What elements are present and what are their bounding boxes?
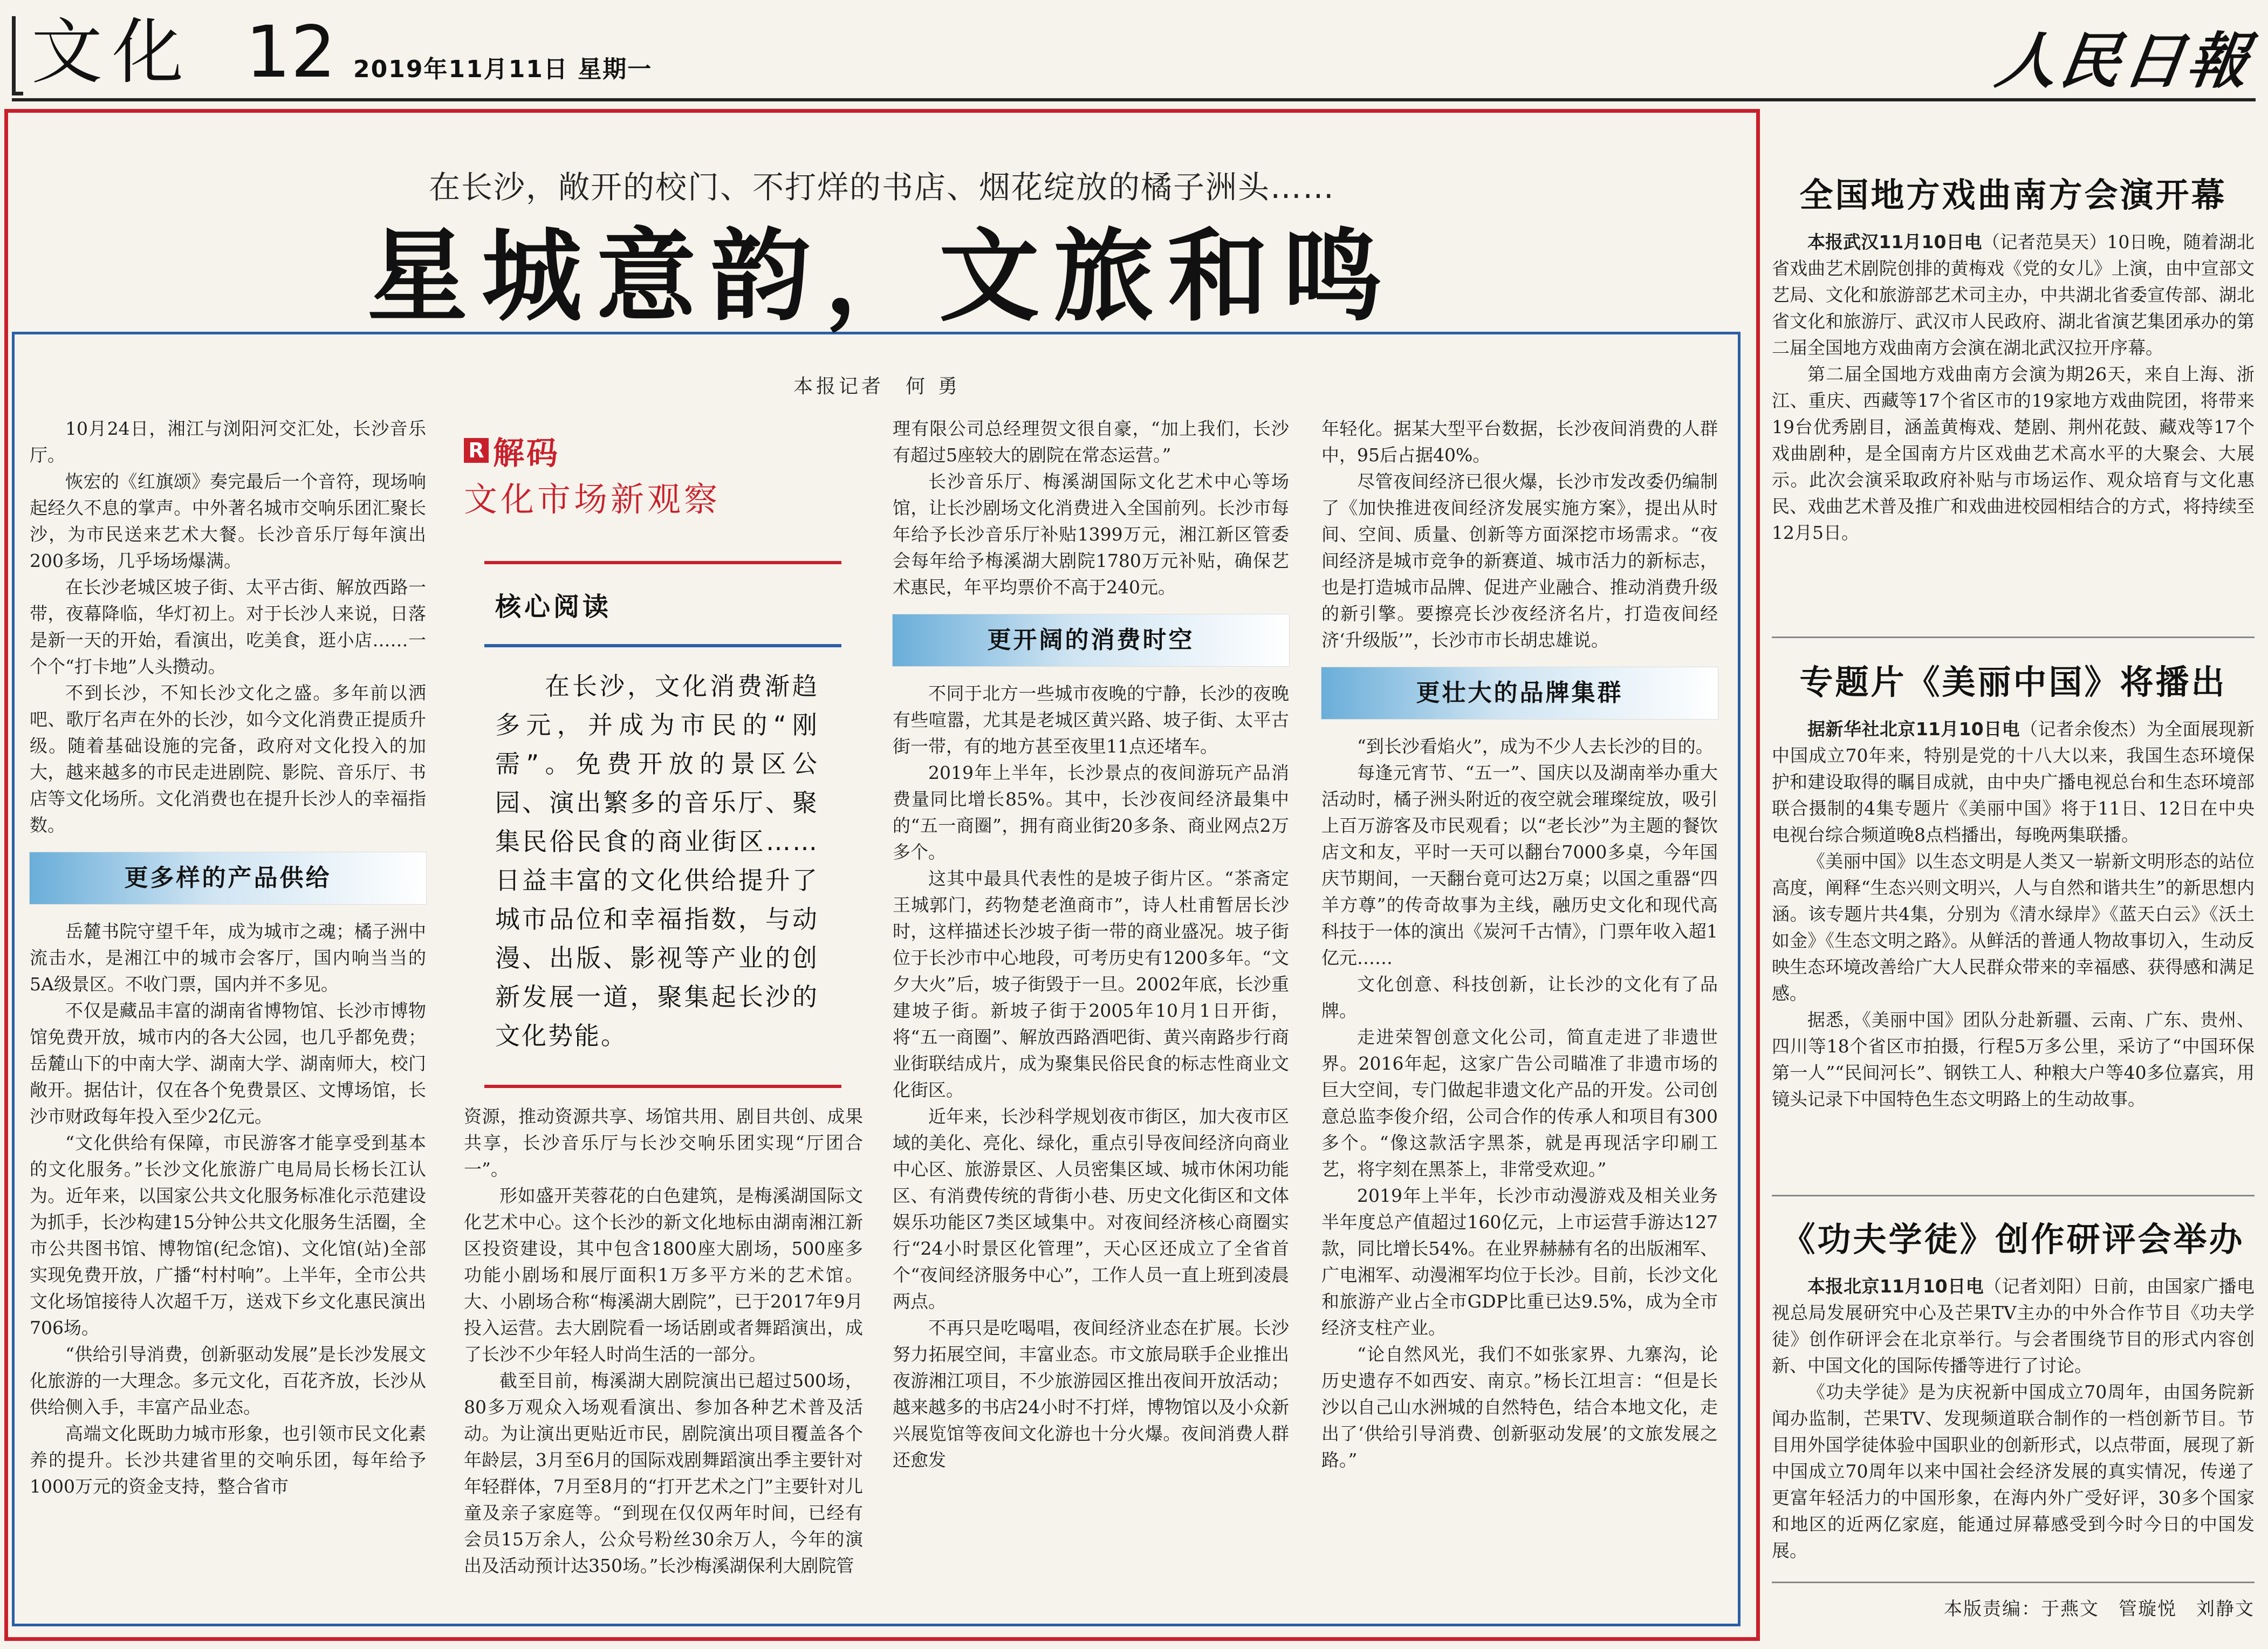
paragraph: 文化创意、科技创新，让长沙的文化有了品牌。: [1321, 974, 1718, 1021]
article-byline: [0, 371, 1764, 399]
series-tag: [464, 432, 863, 521]
paragraph: 每逢元宵节、“五一”、国庆以及湖南举办重大活动时，橘子洲头附近的夜空就会璀璨绽放，吸引上百万游客及市民观看；以“老长沙”为主题的餐饮店文和友，平时一天可以翻台7000多桌，今年国庆节期间，一天翻台竟可达2万桌；以国之重器“四羊方尊”的传奇故事为主线，融历史文化和现代高科技于一体的演出《炭河千古情》，门票年收入超1亿元……: [1321, 762, 1718, 968]
subheading-brand-cluster: 更壮大的品牌集群: [1321, 667, 1718, 719]
sidebar-story-documentary: [1772, 661, 2255, 1112]
section-bracket-ornament: [12, 16, 23, 95]
paragraph: 10月24日，湘江与浏阳河交汇处，长沙音乐厅。: [30, 418, 426, 466]
masthead-rule: [12, 98, 2256, 101]
subheading-product-supply: 更多样的产品供给: [30, 852, 426, 904]
sidebar-story-title: 专题片《美丽中国》将播出: [1799, 662, 2227, 702]
page-editors: 本版责编：于燕文 管璇悦 刘静文: [1944, 1598, 2255, 1620]
sidebar-story-kungfu: [1772, 1218, 2255, 1564]
core-reading-box: [484, 561, 841, 1098]
masthead: [0, 0, 2268, 102]
paragraph: “论自然风光，我们不如张家界、九寨沟，论历史遗存不如西安、南京。”杨长江坦言：“但是长沙以自己山水洲城的自然特色，结合本地文化，走出了‘供给引导消费、创新驱动发展’的文旅发展之路。”: [1321, 1344, 1718, 1470]
paragraph: 不仅是藏品丰富的湖南省博物馆、长沙市博物馆免费开放，城市内的各大公园，也几乎都免费；岳麓山下的中南大学、湖南大学、湖南师大，校门敞开。据估计，仅在各个免费景区、文博场馆，长沙市财政每年投入至少2亿元。: [30, 1000, 426, 1127]
paragraph: 近年来，长沙科学规划夜市街区，加大夜市区域的美化、亮化、绿化，重点引导夜间经济向商业中心区、旅游景区、人员密集区域、城市休闲功能区、有消费传统的背街小巷、历史文化街区和文体娱乐功能区7类区域集中。对夜间经济核心商圈实行“24小时景区化管理”，天心区还成立了全省首个“夜间经济服务中心”，工作人员一直上班到凌晨两点。: [893, 1106, 1289, 1312]
paragraph: “文化供给有保障，市民游客才能享受到基本的文化服务。”长沙文化旅游广电局局长杨长江认为。近年来，以国家公共文化服务标准化示范建设为抓手，长沙构建15分钟公共文化服务生活圈，全市公共图书馆、博物馆(纪念馆)、文化馆(站)全部实现免费开放，广播“村村响”。上半年，全市公共文化场馆接待人次超千万，送戏下乡文化惠民演出706场。: [30, 1132, 426, 1338]
sidebar-divider: [1772, 1582, 2255, 1583]
paragraph: 长沙音乐厅、梅溪湖国际文化艺术中心等场馆，让长沙剧场文化消费进入全国前列。长沙市每年给予长沙音乐厅补贴1399万元，湘江新区管委会每年给予梅溪湖大剧院1780万元补贴，确保艺术惠民，年平均票价不高于240元。: [893, 471, 1289, 598]
paragraph: 2019年上半年，长沙市动漫游戏及相关业务半年度总产值超过160亿元，上市运营手游达127款，同比增长54%。在业界赫赫有名的出版湘军、广电湘军、动漫湘军均位于长沙。目前，长沙文化和旅游产业占全市GDP比重已达9.5%，成为全市经济支柱产业。: [1321, 1185, 1718, 1338]
byline-label: 本报记者: [793, 375, 884, 398]
reporter-credit: （记者范昊天）: [1982, 231, 2107, 252]
paragraph: 走进荣智创意文化公司，简直走进了非遗世界。2016年起，这家广告公司瞄准了非遗市场的巨大空间，专门做起非遗文化产品的开发。公司创意总监李俊介绍，公司合作的传承人和项目有300多个。“像这款活字黑茶，就是再现活字印刷工艺，将字刻在黑茶上，非常受欢迎。”: [1321, 1027, 1718, 1180]
paragraph: 这其中最具代表性的是坡子街片区。“茶斋定王城郭门，药物楚老渔商市”，诗人杜甫暂居长沙时，这样描述长沙坡子街一带的商业盛况。坡子街位于长沙市中心地段，可考历史有1200多年。“文夕大火”后，坡子街毁于一旦。2002年底，长沙重建坡子街。新坡子街于2005年10月1日开街，将“五一商圈”、解放西路酒吧街、黄兴南路步行商业街联结成片，成为聚集民俗民食的标志性商业文化街区。: [893, 868, 1289, 1100]
paragraph: 高端文化既助力城市形象，也引领市民文化素养的提升。长沙共建省里的交响乐团，每年给予1000万元的资金支持，整合省市: [30, 1423, 426, 1497]
paragraph: 《美丽中国》以生态文明是人类又一崭新文明形态的站位高度，阐释“生态兴则文明兴，人与自然和谐共生”的新思想内涵。该专题片共4集，分别为《清水绿岸》《蓝天白云》《沃土如金》《生态文明之路》。从鲜活的普通人物故事切入，生动反映生态环境改善给广大人民群众带来的幸福感、获得感和满足感。: [1772, 851, 2255, 1004]
sidebar-divider: [1772, 1195, 2255, 1196]
sidebar-divider: [1772, 637, 2255, 638]
sidebar-story-opera: [1772, 174, 2255, 546]
paragraph: 据悉，《美丽中国》团队分赴新疆、云南、广东、贵州、四川等18个省区市拍摄，行程5万多公里，采访了“中国环保第一人”“民间河长”、钢铁工人、种粮大户等40多位嘉宾，用镜头记录下中国特色生态文明路上的生动故事。: [1772, 1009, 2255, 1110]
page-number: 12: [245, 11, 336, 94]
dateline: 本报北京11月10日电: [1807, 1276, 1984, 1297]
paragraph: 尽管夜间经济已很火爆，长沙市发改委仍编制了《加快推进夜间经济发展实施方案》，提出从时间、空间、质量、创新等方面深挖市场需求。“夜间经济是城市竞争的新赛道、城市活力的新标志，也是打造城市品牌、促进产业融合、推动消费升级的新引擎。要擦亮长沙夜经济名片，打造夜间经济‘升级版’”，长沙市市长胡忠雄说。: [1321, 471, 1718, 651]
paragraph: 资源，推动资源共享、场馆共用、剧目共创、成果共享，长沙音乐厅与长沙交响乐团实现“厅团合一”。: [464, 1106, 863, 1180]
paragraph: 本报北京11月10日电（记者刘阳）日前，由国家广播电视总局发展研究中心及芒果TV主办的中外合作节目《功夫学徒》创作研评会在北京举行。与会者围绕节目的形式内容创新、中国文化的国际传播等进行了讨论。: [1772, 1276, 2255, 1376]
series-label: 解码: [493, 435, 560, 471]
paragraph: 恢宏的《红旗颂》奏完最后一个音符，现场响起经久不息的掌声。中外著名城市交响乐团汇聚长沙，为市民送来艺术大餐。长沙音乐厅每年演出200多场，几乎场场爆满。: [30, 471, 426, 571]
dateline: 据新华社北京11月10日电: [1807, 719, 2020, 740]
paragraph: 理有限公司总经理贺文很自豪，“加上我们，长沙有超过5座较大的剧院在常态运营。”: [893, 418, 1289, 466]
paragraph: “到长沙看焰火”，成为不少人去长沙的目的。: [1357, 736, 1714, 757]
paragraph: 不再只是吃喝唱，夜间经济业态在扩展。长沙努力拓展空间，丰富业态。市文旅局联手企业推出夜游湘江项目，不少旅游园区推出夜间开放活动；越来越多的书店24小时不打烊，博物馆以及小众新兴展览馆等夜间文化游也十分火爆。夜间消费人群还愈发: [893, 1317, 1289, 1470]
paragraph: 不同于北方一些城市夜晚的宁静，长沙的夜晚有些喧嚣，尤其是老城区黄兴路、坡子街、太平古街一带，有的地方甚至夜里11点还堵车。: [893, 683, 1289, 757]
core-reading-title: 核心阅读: [495, 592, 612, 622]
dateline: 本报武汉11月10日电: [1807, 231, 1982, 252]
core-reading-bottom-rule: [484, 1085, 841, 1088]
article-column-3: [893, 415, 1289, 1624]
paragraph: 岳麓书院守望千年，成为城市之魂；橘子洲中流击水，是湘江中的城市会客厅，国内响当当的5A级景区。不收门票，国内并不多见。: [30, 921, 426, 995]
series-name: 文化市场新观察: [464, 480, 721, 519]
paragraph: “供给引导消费，创新驱动发展”是长沙发展文化旅游的一大理念。多元文化，百花齐放，长沙从供给侧入手，丰富产品业态。: [30, 1344, 426, 1418]
article-column-1: [30, 415, 426, 1624]
paragraph: 在长沙老城区坡子街、太平古街、解放西路一带，夜幕降临，华灯初上。对于长沙人来说，日落是新一天的开始，看演出，吃美食，逛小店……一个个“打卡地”人头攒动。: [30, 577, 426, 677]
paragraph: 2019年上半年，长沙景点的夜间游玩产品消费量同比增长85%。其中，长沙夜间经济最集中的“五一商圈”，拥有商业街20多条、商业网点2万多个。: [893, 762, 1289, 863]
article-headline: 星城意韵，文旅和鸣: [367, 218, 1396, 335]
byline-name: 何勇: [906, 375, 971, 398]
paragraph: 《功夫学徒》是为庆祝新中国成立70周年，由国务院新闻办监制，芒果TV、发现频道联合制作的一档创新节目。节目用外国学徒体验中国职业的创新形式，以点带面，展现了新中国成立70周年以来中国社会经济发展的真实情况，传递了更富年轻活力的中国形象，在海内外广受好评，30多个国家和地区的近两亿家庭，能通过屏幕感受到今时今日的中国发展。: [1772, 1381, 2255, 1561]
newspaper-logo: 人民日報: [1991, 26, 2256, 97]
paragraph: 不到长沙，不知长沙文化之盛。多年前以洒吧、歌厅名声在外的长沙，如今文化消费正提质升级。随着基础设施的完备，政府对文化投入的加大，越来越多的市民走进剧院、影院、音乐厅、书店等文化场所。文化消费也在提升长沙人的幸福指数。: [30, 682, 426, 836]
article-kicker: 在长沙，敞开的校门、不打烊的书店、烟花绽放的橘子洲头……: [428, 169, 1335, 206]
article-column-2: [464, 1103, 863, 1579]
paragraph: 据新华社北京11月10日电（记者余俊杰）为全面展现新中国成立70年来，特别是党的十八大以来，我国生态环境保护和建设取得的瞩目成就，由中央广播电视总台和生态环境部联合摄制的4集专题片《美丽中国》将于11日、12日在中央电视台综合频道晚8点档播出，每晚两集联播。: [1772, 719, 2255, 845]
paragraph: 截至目前，梅溪湖大剧院演出已超过500场，80多万观众入场观看演出、参加各种艺术普及活动。为让演出更贴近市民，剧院演出项目覆盖各个年龄层，3月至6月的国际戏剧舞蹈演出季主要针对年轻群体，7月至8月的“打开艺术之门”主要针对儿童及亲子家庭等。“到现在仅仅两年时间，已经有会员15万余人，公众号粉丝30余万人，今年的演出及活动预计达350场。”长沙梅溪湖保利大剧院管: [464, 1370, 863, 1576]
paragraph: 本报武汉11月10日电（记者范昊天）10日晚，随着湖北省戏曲艺术剧院创排的黄梅戏《党的女儿》上演，由中宣部文艺局、文化和旅游部艺术司主办，中共湖北省委宣传部、湖北省文化和旅游厅、武汉市人民政府、湖北省演艺集团承办的第二届全国地方戏曲南方会演在湖北武汉拉开序幕。: [1772, 231, 2255, 358]
article-column-4: [1321, 415, 1718, 1624]
sidebar-story-title: 《功夫学徒》创作研评会举办: [1781, 1220, 2245, 1259]
sidebar-story-title: 全国地方戏曲南方会演开幕: [1799, 175, 2227, 215]
subheading-consumption-time-space: 更开阔的消费时空: [893, 614, 1289, 666]
reporter-credit: （记者刘阳）: [1984, 1276, 2093, 1297]
reporter-credit: （记者余俊杰）: [2020, 719, 2147, 740]
core-reading-divider: [484, 644, 841, 647]
core-reading-text: 在长沙，文化消费渐趋多元，并成为市民的“刚需”。免费开放的景区公园、演出繁多的音乐厅、聚集民俗民食的商业街区……日益丰富的文化供给提升了城市品位和幸福指数，与动漫、出版、影视等产业的创新发展一道，聚集起长沙的文化势能。: [495, 672, 819, 1050]
r-badge-icon: R: [464, 438, 489, 463]
paragraph: 年轻化。据某大型平台数据，长沙夜间消费的人群中，95后占据40%。: [1321, 418, 1718, 466]
issue-date: 2019年11月11日 星期一: [353, 56, 653, 83]
section-name: 文化: [31, 11, 193, 94]
paragraph: 形如盛开芙蓉花的白色建筑，是梅溪湖国际文化艺术中心。这个长沙的新文化地标由湖南湘江新区投资建设，其中包含1800座大剧场，500座多功能小剧场和展厅面积1万多平方米的艺术馆。大、小剧场合称“梅溪湖大剧院”，已于2017年9月投入运营。去大剧院看一场话剧或者舞蹈演出，成了长沙不少年轻人时尚生活的一部分。: [464, 1185, 863, 1365]
paragraph: 第二届全国地方戏曲南方会演为期26天，来自上海、浙江、重庆、西藏等17个省区市的19家地方戏曲院团，将带来19台优秀剧目，涵盖黄梅戏、楚剧、荆州花鼓、藏戏等17个戏曲剧种，是全国南方片区戏曲艺术高水平的大聚会、大展示。此次会演采取政府补贴与市场运作、观众培育与文化惠民、戏曲艺术普及推广和戏曲进校园相结合的方式，将持续至12月5日。: [1772, 364, 2255, 543]
